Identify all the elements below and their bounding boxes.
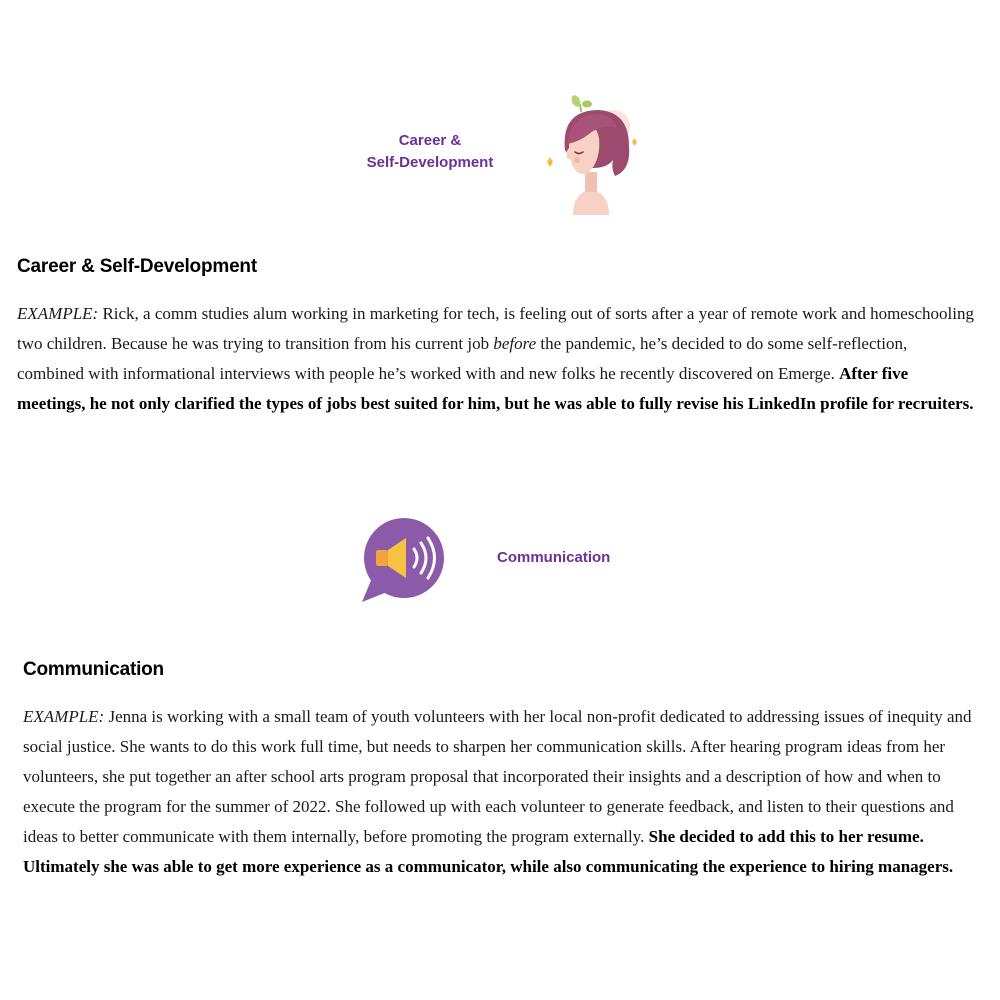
career-example-label: EXAMPLE: <box>17 304 99 323</box>
career-example-paragraph <box>17 299 977 419</box>
career-banner-title <box>340 130 520 174</box>
career-banner <box>0 90 1000 220</box>
career-text-bold: After five meetings, he not only clarified the types of jobs best suited for him, but he was able to fully revise his LinkedIn profile for recruiters. <box>17 364 974 413</box>
communication-heading: Communication <box>23 659 164 680</box>
career-text-part1: Rick, a comm studies alum working in marketing for tech, is feeling out of sorts after a year of remote work and homeschooling two children. Because he was trying to transition from his current job <box>17 304 974 353</box>
career-banner-title-line1: Career & <box>398 132 462 149</box>
communication-section <box>23 656 983 882</box>
woman-lightbulb-icon <box>535 90 645 215</box>
communication-banner-title: Communication <box>497 549 611 566</box>
communication-banner <box>0 510 1000 610</box>
communication-text-bold: She decided to add this to her resume. Ultimately she was able to get more experience as a communicator, while also communicating the experience to hiring managers. <box>23 827 954 876</box>
career-section <box>17 253 977 419</box>
communication-example-paragraph <box>23 702 983 882</box>
communication-text-part1: Jenna is working with a small team of youth volunteers with her local non-profit dedicated to addressing issues of inequity and social justice. She wants to do this work full time, but needs to sharpen her communication skills. After hearing program ideas from her volunteers, she put together an after school arts program proposal that incorporated their insights and a description of how and when to execute the program for the summer of 2022. She followed up with each volunteer to generate feedback, and listen to their questions and ideas to better communicate with them internally, before promoting the program externally. <box>23 707 972 846</box>
career-heading: Career & Self-Development <box>17 256 257 277</box>
communication-example-label: EXAMPLE: <box>23 707 105 726</box>
career-banner-title-line2: Self-Development <box>366 154 494 171</box>
career-text-emphasis: before <box>493 334 537 353</box>
speaker-speech-bubble-icon <box>358 516 450 604</box>
career-text-part2: the pandemic, he’s decided to do some self-reflection, combined with informational interviews with people he’s worked with and new folks he recently discovered on Emerge. <box>17 334 908 383</box>
